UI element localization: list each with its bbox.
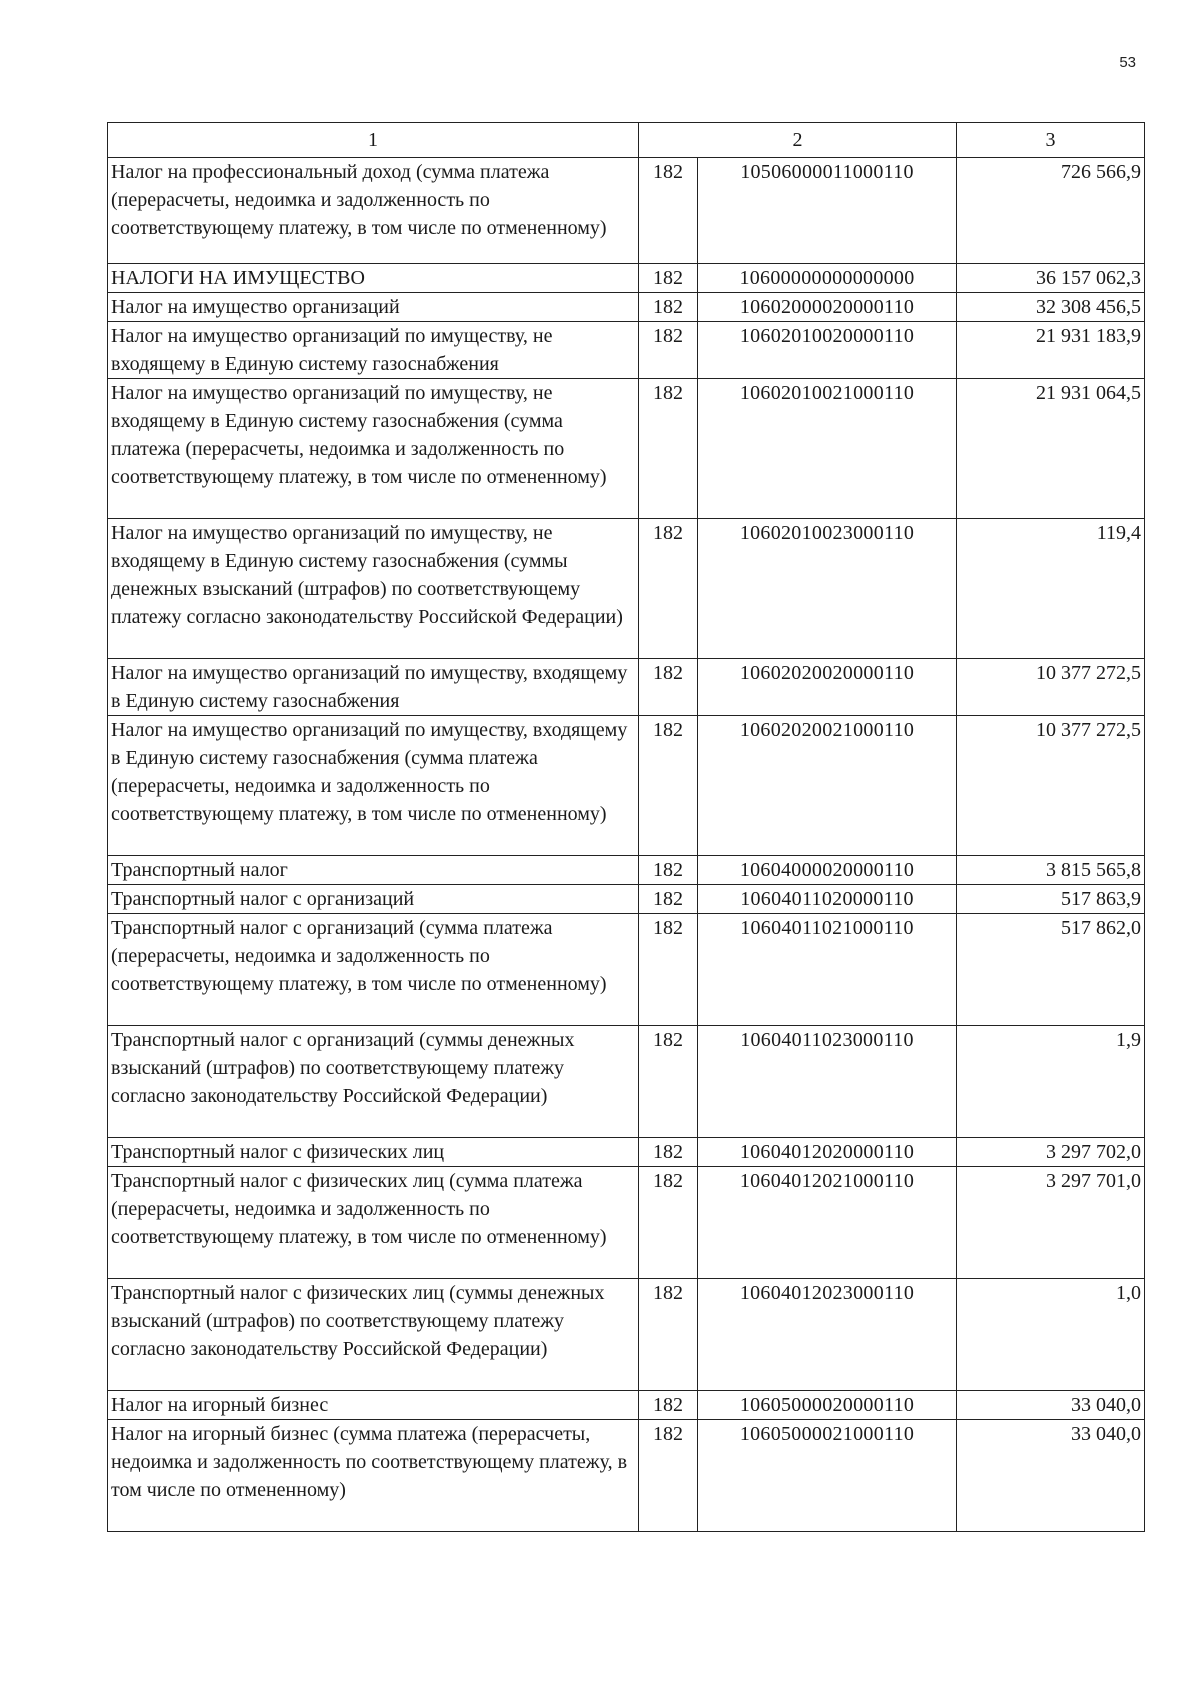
row-budget-code: 10604000020000110 bbox=[698, 856, 957, 885]
row-sum: 119,4 bbox=[957, 519, 1145, 659]
row-budget-code: 10605000020000110 bbox=[698, 1391, 957, 1420]
row-name: Налог на имущество организаций по имуществу, входящему в Единую систему газоснабжения bbox=[108, 659, 639, 716]
row-sum: 1,9 bbox=[957, 1026, 1145, 1138]
row-budget-code: 10604011021000110 bbox=[698, 914, 957, 1026]
row-admin-code: 182 bbox=[639, 264, 698, 293]
row-admin-code: 182 bbox=[639, 885, 698, 914]
row-name: Налог на имущество организаций по имуществу, не входящему в Единую систему газоснабжения (сумма платежа (перерасчеты, недоимка и задолженность по соответствующему платежу, в том числе по отмененному) bbox=[108, 379, 639, 519]
row-admin-code: 182 bbox=[639, 158, 698, 264]
header-col-2: 2 bbox=[639, 123, 957, 158]
table-row bbox=[108, 1391, 1145, 1420]
row-admin-code: 182 bbox=[639, 322, 698, 379]
table-row bbox=[108, 885, 1145, 914]
header-col-3: 3 bbox=[957, 123, 1145, 158]
row-name: Налог на имущество организаций по имуществу, входящему в Единую систему газоснабжения (сумма платежа (перерасчеты, недоимка и задолженность по соответствующему платежу, в том числе по отмененному) bbox=[108, 716, 639, 856]
row-name: Транспортный налог с организаций (сумма платежа (перерасчеты, недоимка и задолженность по соответствующему платежу, в том числе по отмененному) bbox=[108, 914, 639, 1026]
revenue-table bbox=[107, 122, 1145, 1532]
row-admin-code: 182 bbox=[639, 1391, 698, 1420]
row-budget-code: 10602010023000110 bbox=[698, 519, 957, 659]
table-row bbox=[108, 322, 1145, 379]
row-budget-code: 10605000021000110 bbox=[698, 1420, 957, 1532]
row-sum: 32 308 456,5 bbox=[957, 293, 1145, 322]
row-sum: 517 862,0 bbox=[957, 914, 1145, 1026]
table-row bbox=[108, 659, 1145, 716]
table-row bbox=[108, 293, 1145, 322]
row-name: НАЛОГИ НА ИМУЩЕСТВО bbox=[108, 264, 639, 293]
row-sum: 3 297 701,0 bbox=[957, 1167, 1145, 1279]
table-row bbox=[108, 1167, 1145, 1279]
table-row bbox=[108, 1138, 1145, 1167]
row-name: Налог на игорный бизнес (сумма платежа (перерасчеты, недоимка и задолженность по соответствующему платежу, в том числе по отмененному) bbox=[108, 1420, 639, 1532]
table-row bbox=[108, 1279, 1145, 1391]
row-admin-code: 182 bbox=[639, 1279, 698, 1391]
row-name: Транспортный налог bbox=[108, 856, 639, 885]
row-budget-code: 10604011020000110 bbox=[698, 885, 957, 914]
row-budget-code: 10506000011000110 bbox=[698, 158, 957, 264]
row-budget-code: 10604012023000110 bbox=[698, 1279, 957, 1391]
row-sum: 3 815 565,8 bbox=[957, 856, 1145, 885]
row-name: Налог на имущество организаций по имуществу, не входящему в Единую систему газоснабжения bbox=[108, 322, 639, 379]
row-sum: 3 297 702,0 bbox=[957, 1138, 1145, 1167]
row-budget-code: 10600000000000000 bbox=[698, 264, 957, 293]
row-name: Транспортный налог с организаций bbox=[108, 885, 639, 914]
table-row bbox=[108, 379, 1145, 519]
row-admin-code: 182 bbox=[639, 293, 698, 322]
row-admin-code: 182 bbox=[639, 914, 698, 1026]
row-sum: 10 377 272,5 bbox=[957, 716, 1145, 856]
table-row bbox=[108, 264, 1145, 293]
row-name: Транспортный налог с физических лиц (сумма платежа (перерасчеты, недоимка и задолженность по соответствующему платежу, в том числе по отмененному) bbox=[108, 1167, 639, 1279]
row-admin-code: 182 bbox=[639, 519, 698, 659]
row-sum: 517 863,9 bbox=[957, 885, 1145, 914]
row-budget-code: 10602010021000110 bbox=[698, 379, 957, 519]
row-name: Налог на имущество организаций bbox=[108, 293, 639, 322]
row-admin-code: 182 bbox=[639, 659, 698, 716]
row-budget-code: 10602020020000110 bbox=[698, 659, 957, 716]
row-sum: 21 931 183,9 bbox=[957, 322, 1145, 379]
row-sum: 21 931 064,5 bbox=[957, 379, 1145, 519]
table-row bbox=[108, 856, 1145, 885]
table-row bbox=[108, 1420, 1145, 1532]
row-sum: 10 377 272,5 bbox=[957, 659, 1145, 716]
row-name: Транспортный налог с организаций (суммы денежных взысканий (штрафов) по соответствующему платежу согласно законодательству Российской Федерации) bbox=[108, 1026, 639, 1138]
row-name: Налог на игорный бизнес bbox=[108, 1391, 639, 1420]
row-sum: 1,0 bbox=[957, 1279, 1145, 1391]
table-row bbox=[108, 1026, 1145, 1138]
row-budget-code: 10602020021000110 bbox=[698, 716, 957, 856]
row-admin-code: 182 bbox=[639, 1138, 698, 1167]
table-header-row bbox=[108, 123, 1145, 158]
row-admin-code: 182 bbox=[639, 1167, 698, 1279]
row-admin-code: 182 bbox=[639, 716, 698, 856]
row-admin-code: 182 bbox=[639, 379, 698, 519]
table-row bbox=[108, 716, 1145, 856]
row-name: Транспортный налог с физических лиц bbox=[108, 1138, 639, 1167]
page-number: 53 bbox=[1119, 54, 1136, 71]
row-sum: 36 157 062,3 bbox=[957, 264, 1145, 293]
table-row bbox=[108, 158, 1145, 264]
row-budget-code: 10602000020000110 bbox=[698, 293, 957, 322]
row-admin-code: 182 bbox=[639, 856, 698, 885]
row-budget-code: 10604012021000110 bbox=[698, 1167, 957, 1279]
row-budget-code: 10602010020000110 bbox=[698, 322, 957, 379]
row-sum: 33 040,0 bbox=[957, 1420, 1145, 1532]
row-budget-code: 10604012020000110 bbox=[698, 1138, 957, 1167]
table-row bbox=[108, 914, 1145, 1026]
row-sum: 726 566,9 bbox=[957, 158, 1145, 264]
row-name: Налог на имущество организаций по имуществу, не входящему в Единую систему газоснабжения (суммы денежных взысканий (штрафов) по соответствующему платежу согласно законодательству Российской Федерации) bbox=[108, 519, 639, 659]
row-name: Транспортный налог с физических лиц (суммы денежных взысканий (штрафов) по соответствующему платежу согласно законодательству Российской Федерации) bbox=[108, 1279, 639, 1391]
row-admin-code: 182 bbox=[639, 1420, 698, 1532]
row-admin-code: 182 bbox=[639, 1026, 698, 1138]
table-row bbox=[108, 519, 1145, 659]
row-budget-code: 10604011023000110 bbox=[698, 1026, 957, 1138]
row-name: Налог на профессиональный доход (сумма платежа (перерасчеты, недоимка и задолженность по соответствующему платежу, в том числе по отмененному) bbox=[108, 158, 639, 264]
row-sum: 33 040,0 bbox=[957, 1391, 1145, 1420]
header-col-1: 1 bbox=[108, 123, 639, 158]
